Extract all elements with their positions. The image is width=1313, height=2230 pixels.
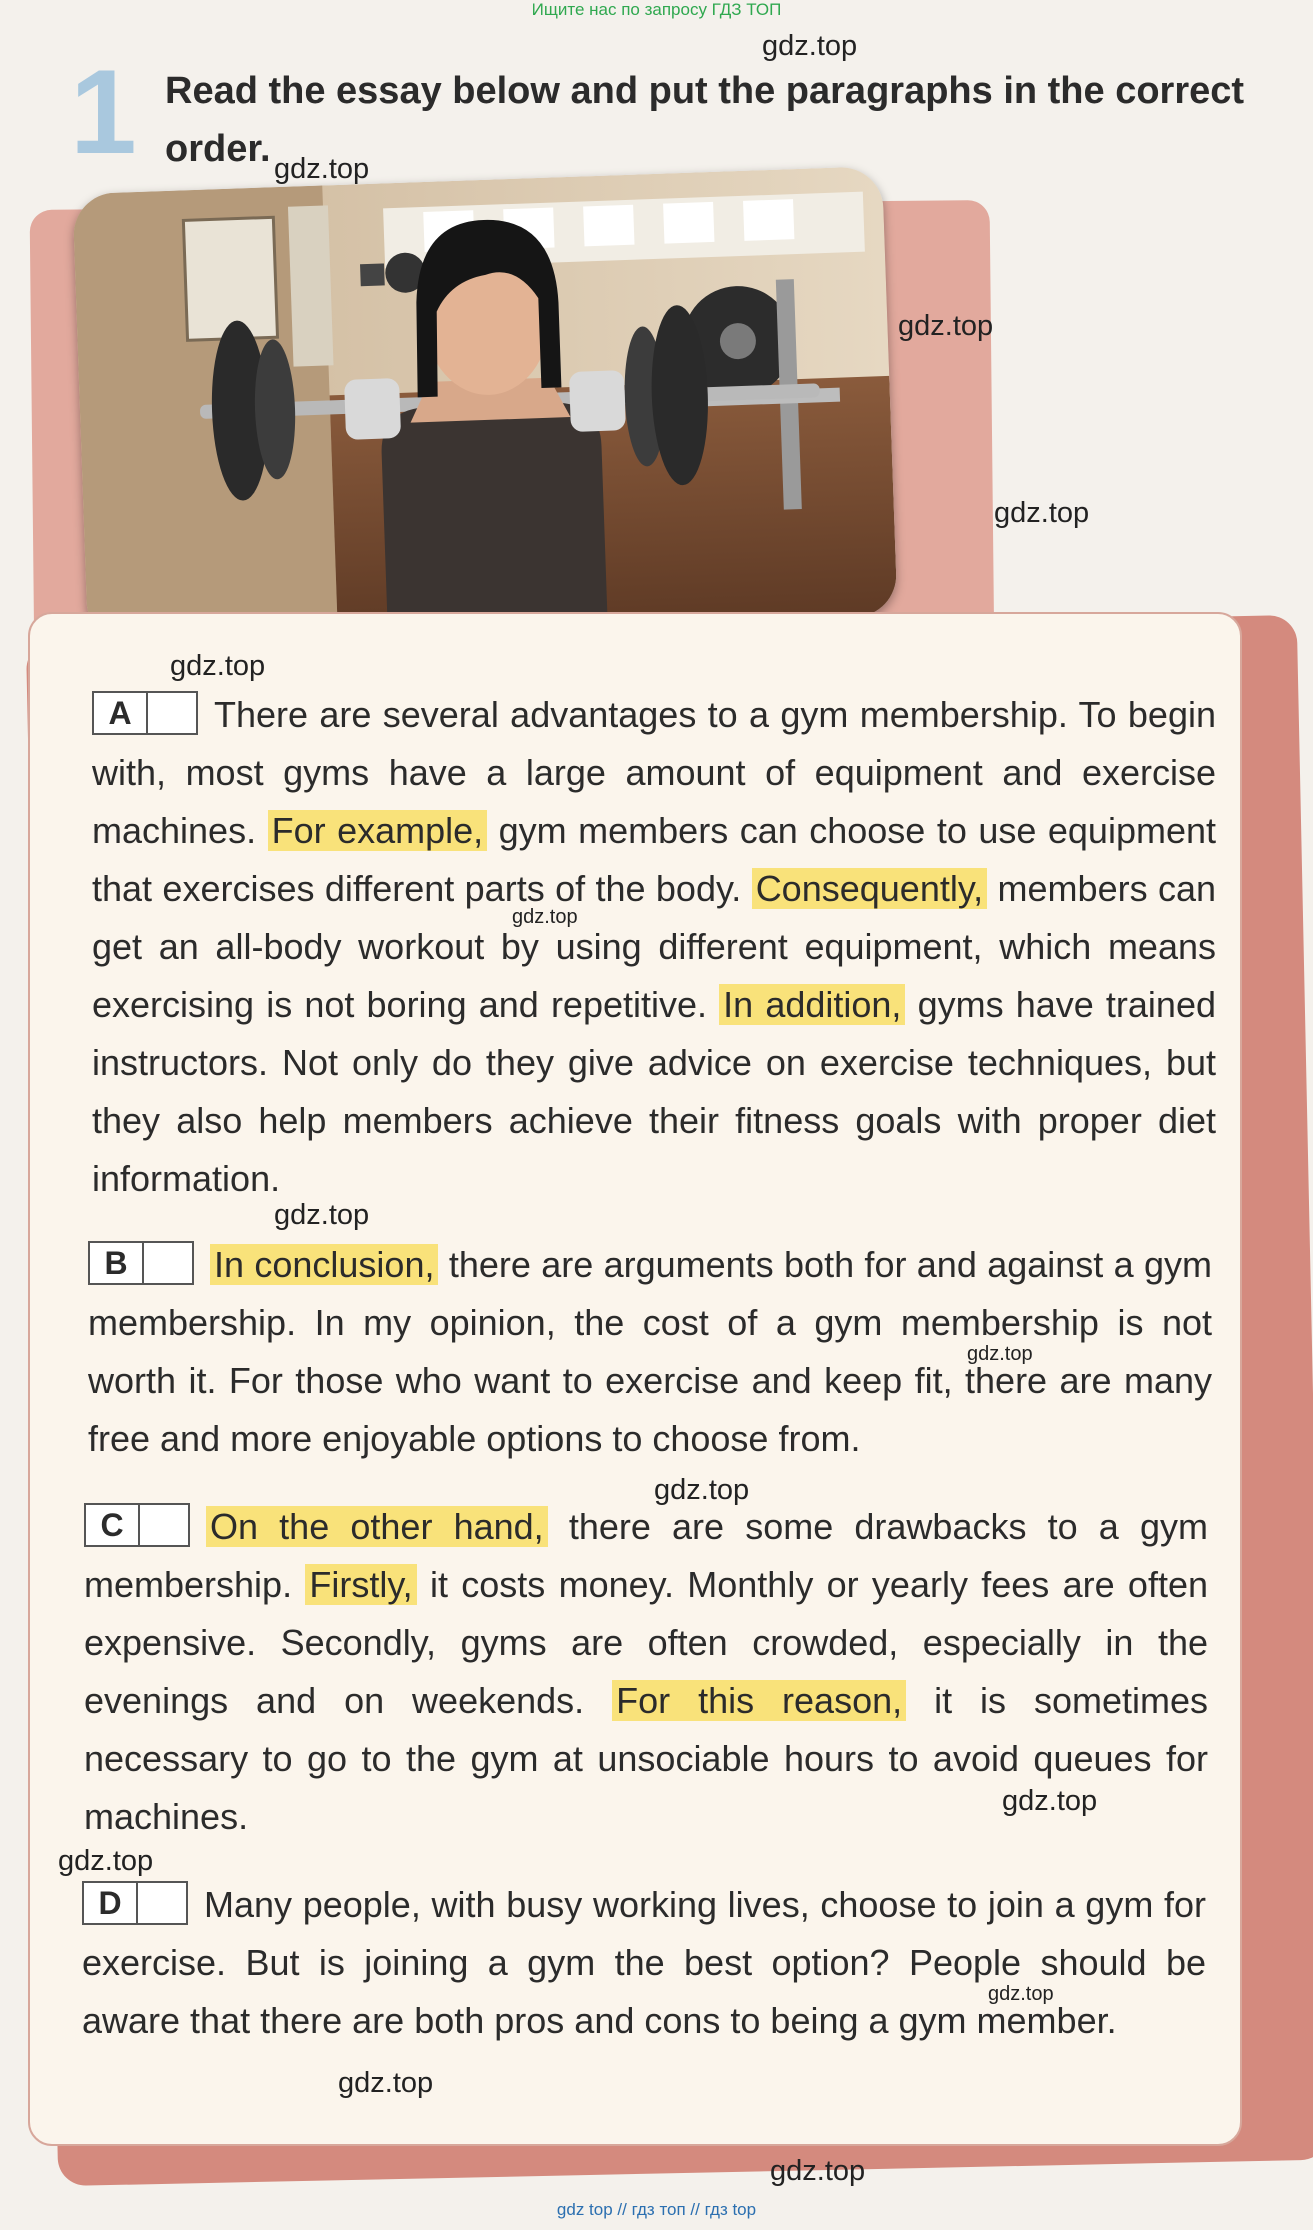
answer-box-a[interactable] xyxy=(92,691,198,735)
paragraph-text: there are arguments both for and against a gym membership. In my opinion, the cost of a gym membership is not worth it. For those who want to exercise and keep fit, there are many free and more enjoyable options to choose from. xyxy=(88,1244,1212,1459)
linking-phrase: Firstly, xyxy=(305,1564,416,1605)
watermark: gdz.top xyxy=(654,1474,750,1506)
watermark: gdz.top xyxy=(170,650,266,682)
linking-phrase: In addition, xyxy=(719,984,905,1025)
linking-phrase: On the other hand, xyxy=(206,1506,548,1547)
paragraph-d xyxy=(82,1876,1206,2050)
watermark: gdz.top xyxy=(338,2067,434,2099)
linking-phrase: Consequently, xyxy=(752,868,987,909)
watermark: gdz.top xyxy=(1002,1785,1098,1817)
watermark: gdz.top xyxy=(58,1845,154,1877)
paragraph-letter: C xyxy=(86,1505,140,1545)
exercise-number: 1 xyxy=(70,45,137,179)
paragraph-text: There are several advantages to a gym membership. To begin with, most gyms have a large amount of equipment and exercise machines. xyxy=(92,694,1216,851)
bottom-banner: gdz top // гдз топ // гдз top xyxy=(556,2200,757,2219)
paragraph-text: gyms have trained instructors. Not only do they give advice on exercise techniques, but they also help members achieve their fitness goals with proper diet information. xyxy=(92,984,1216,1199)
exercise-instruction: Read the essay below and put the paragraphs in the correct order. xyxy=(165,70,1245,170)
paragraph-text: it costs money. Monthly or yearly fees are often expensive. Secondly, gyms are often crowded, especially in the evenings and on weekends. xyxy=(84,1564,1208,1721)
paragraph-letter: D xyxy=(84,1883,138,1923)
linking-phrase: In conclusion, xyxy=(210,1244,438,1285)
paragraph-b xyxy=(88,1236,1212,1468)
paragraph-letter: B xyxy=(90,1243,144,1283)
paragraph-text: gym members can choose to use equipment that exercises different parts of the body. xyxy=(92,810,1216,909)
watermark: gdz.top xyxy=(770,2155,866,2187)
watermark: gdz.top xyxy=(512,906,578,928)
paragraph-text: there are some drawbacks to a gym membership. xyxy=(84,1506,1208,1605)
paragraph-text: it is sometimes necessary to go to the gym at unsociable hours to avoid queues for machines. xyxy=(84,1680,1209,1837)
watermark: gdz.top xyxy=(898,310,994,342)
top-banner: Ищите нас по запросу ГДЗ ТОП xyxy=(531,0,782,19)
paragraph-a xyxy=(92,686,1216,1208)
watermark: gdz.top xyxy=(994,497,1090,529)
paragraph-letter: A xyxy=(94,693,148,733)
watermark: gdz.top xyxy=(988,1983,1054,2005)
paragraph-text: members can get an all-body workout by using different equipment, which means exercising is not boring and repetitive. xyxy=(92,868,1217,1025)
gym-photo-illustration xyxy=(72,166,897,644)
linking-phrase: For example, xyxy=(268,810,488,851)
linking-phrase: For this reason, xyxy=(612,1680,906,1721)
answer-box-d[interactable] xyxy=(82,1881,188,1925)
answer-box-b[interactable] xyxy=(88,1241,194,1285)
watermark: gdz.top xyxy=(274,1199,370,1231)
gym-photo xyxy=(72,166,897,644)
paragraph-text: Many people, with busy working lives, choose to join a gym for exercise. But is joining a gym the best option? People should be aware that there are both pros and cons to being a gym member. xyxy=(82,1884,1206,2041)
watermark: gdz.top xyxy=(274,153,370,185)
answer-box-c[interactable] xyxy=(84,1503,190,1547)
watermark: gdz.top xyxy=(762,30,858,62)
watermark: gdz.top xyxy=(967,1343,1033,1365)
